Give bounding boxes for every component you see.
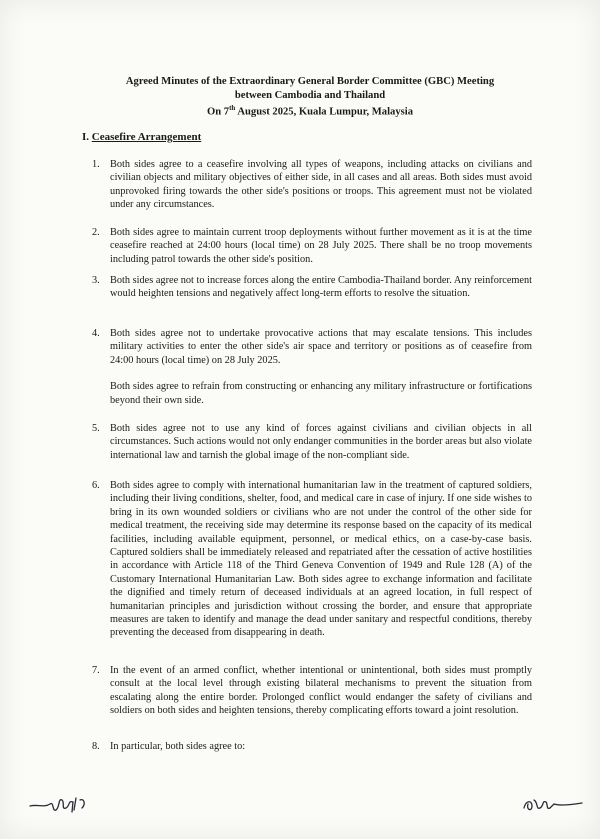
signature-right-icon <box>520 790 590 818</box>
title-line-3-ordinal: th <box>229 104 236 112</box>
title-line-3 <box>70 102 550 119</box>
document-title <box>70 75 550 119</box>
item-text: Both sides agree not to undertake provocative actions that may escalate tensions. This includes military activities to enter the other side's air space and territory or positions as of ceasefire from 24:00 hours (local time) on 28 July 2025. <box>110 328 532 366</box>
section-heading <box>82 131 201 143</box>
item-text-paragraph-2: Both sides agree to refrain from constructing or enhancing any military infrastructure or fortifications beyond their own side. <box>110 381 532 406</box>
title-line-1: Agreed Minutes of the Extraordinary General Border Committee (GBC) Meeting <box>125 76 495 87</box>
list-item-5 <box>92 422 532 462</box>
signature-initials-right <box>520 790 590 818</box>
item-number: 5. <box>92 423 100 434</box>
title-line-3-date: On 7 <box>207 106 230 118</box>
signature-left-icon <box>28 790 98 818</box>
item-text: In particular, both sides agree to: <box>110 741 246 752</box>
list-item-2 <box>92 226 532 266</box>
item-text: Both sides agree not to increase forces along the entire Cambodia-Thailand border. Any reinforcement would heighten tensions and negatively affect long-term efforts to resolve the situation. <box>110 275 532 300</box>
title-line-3-location: August 2025, Kuala Lumpur, Malaysia <box>235 106 413 118</box>
section-title: Ceasefire Arrangement <box>91 131 202 143</box>
item-number: 1. <box>92 159 100 170</box>
item-number: 8. <box>92 741 100 752</box>
list-item-4 <box>92 327 532 407</box>
item-number: 3. <box>92 275 100 286</box>
item-number: 6. <box>92 480 100 491</box>
title-line-2: between Cambodia and Thailand <box>234 89 386 101</box>
list-item-1 <box>92 158 532 212</box>
item-text: Both sides agree to a ceasefire involving all types of weapons, including attacks on civilians and civilian objects and military objectives of either side, in all cases and all areas. Both sides must avoid unprovoked firing towards the other side's positions or troops. This agreement must not be violated under any circumstances. <box>110 159 532 211</box>
list-item-3 <box>92 274 532 301</box>
item-number: 4. <box>92 328 100 339</box>
item-number: 7. <box>92 665 100 676</box>
item-text: Both sides agree to comply with international humanitarian law in the treatment of captured soldiers, including their living conditions, shelter, food, and medical care in case of injury. If one side wishes to bring in its own wounded soldiers or civilians who are not under the control of the other side for medical treatment, the receiving side may determine its response based on the capacity of its medical facilities, including available equipment, personnel, or medical ethics, on a case-by-case basis. Captured soldiers shall be immediately released and repatriated after the cessation of active hostilities in accordance with Article 118 of the Third Geneva Convention of 1949 and Rule 128 (A) of the Customary International Humanitarian Law. Both sides agree to exchange information and facilitate the dignified and timely return of deceased individuals at an agreed location, in full respect of humanitarian principles and jurisdiction without crossing the border, and ensure that appropriate measures are taken to identify and manage the dead under sanitary and respectful conditions, thereby preventing the deceased from disappearing in death. <box>110 480 532 639</box>
section-number: I. <box>82 131 90 143</box>
item-text: Both sides agree not to use any kind of forces against civilians and civilian objects in all circumstances. Such actions would not only endanger communities in the border areas but also violate international law and tarnish the global image of the non-compliant side. <box>110 423 532 461</box>
item-text: In the event of an armed conflict, whether intentional or unintentional, both sides must promptly consult at the local level through existing bilateral mechanisms to prevent the situation from escalating along the entire border. Prolonged conflict would endanger the safety of civilians and soldiers on both sides and heighten tensions, thereby complicating efforts toward a joint resolution. <box>110 665 532 717</box>
signature-initials-left <box>28 790 98 818</box>
list-item-8 <box>92 740 532 753</box>
item-text: Both sides agree to maintain current troop deployments without further movement as it is at the time ceasefire reached at 24:00 hours (local time) on 28 July 2025. There shall be no troop movements including patrol towards the other side's position. <box>110 227 532 265</box>
list-item-7 <box>92 664 532 718</box>
list-item-6 <box>92 479 532 640</box>
item-number: 2. <box>92 227 100 238</box>
